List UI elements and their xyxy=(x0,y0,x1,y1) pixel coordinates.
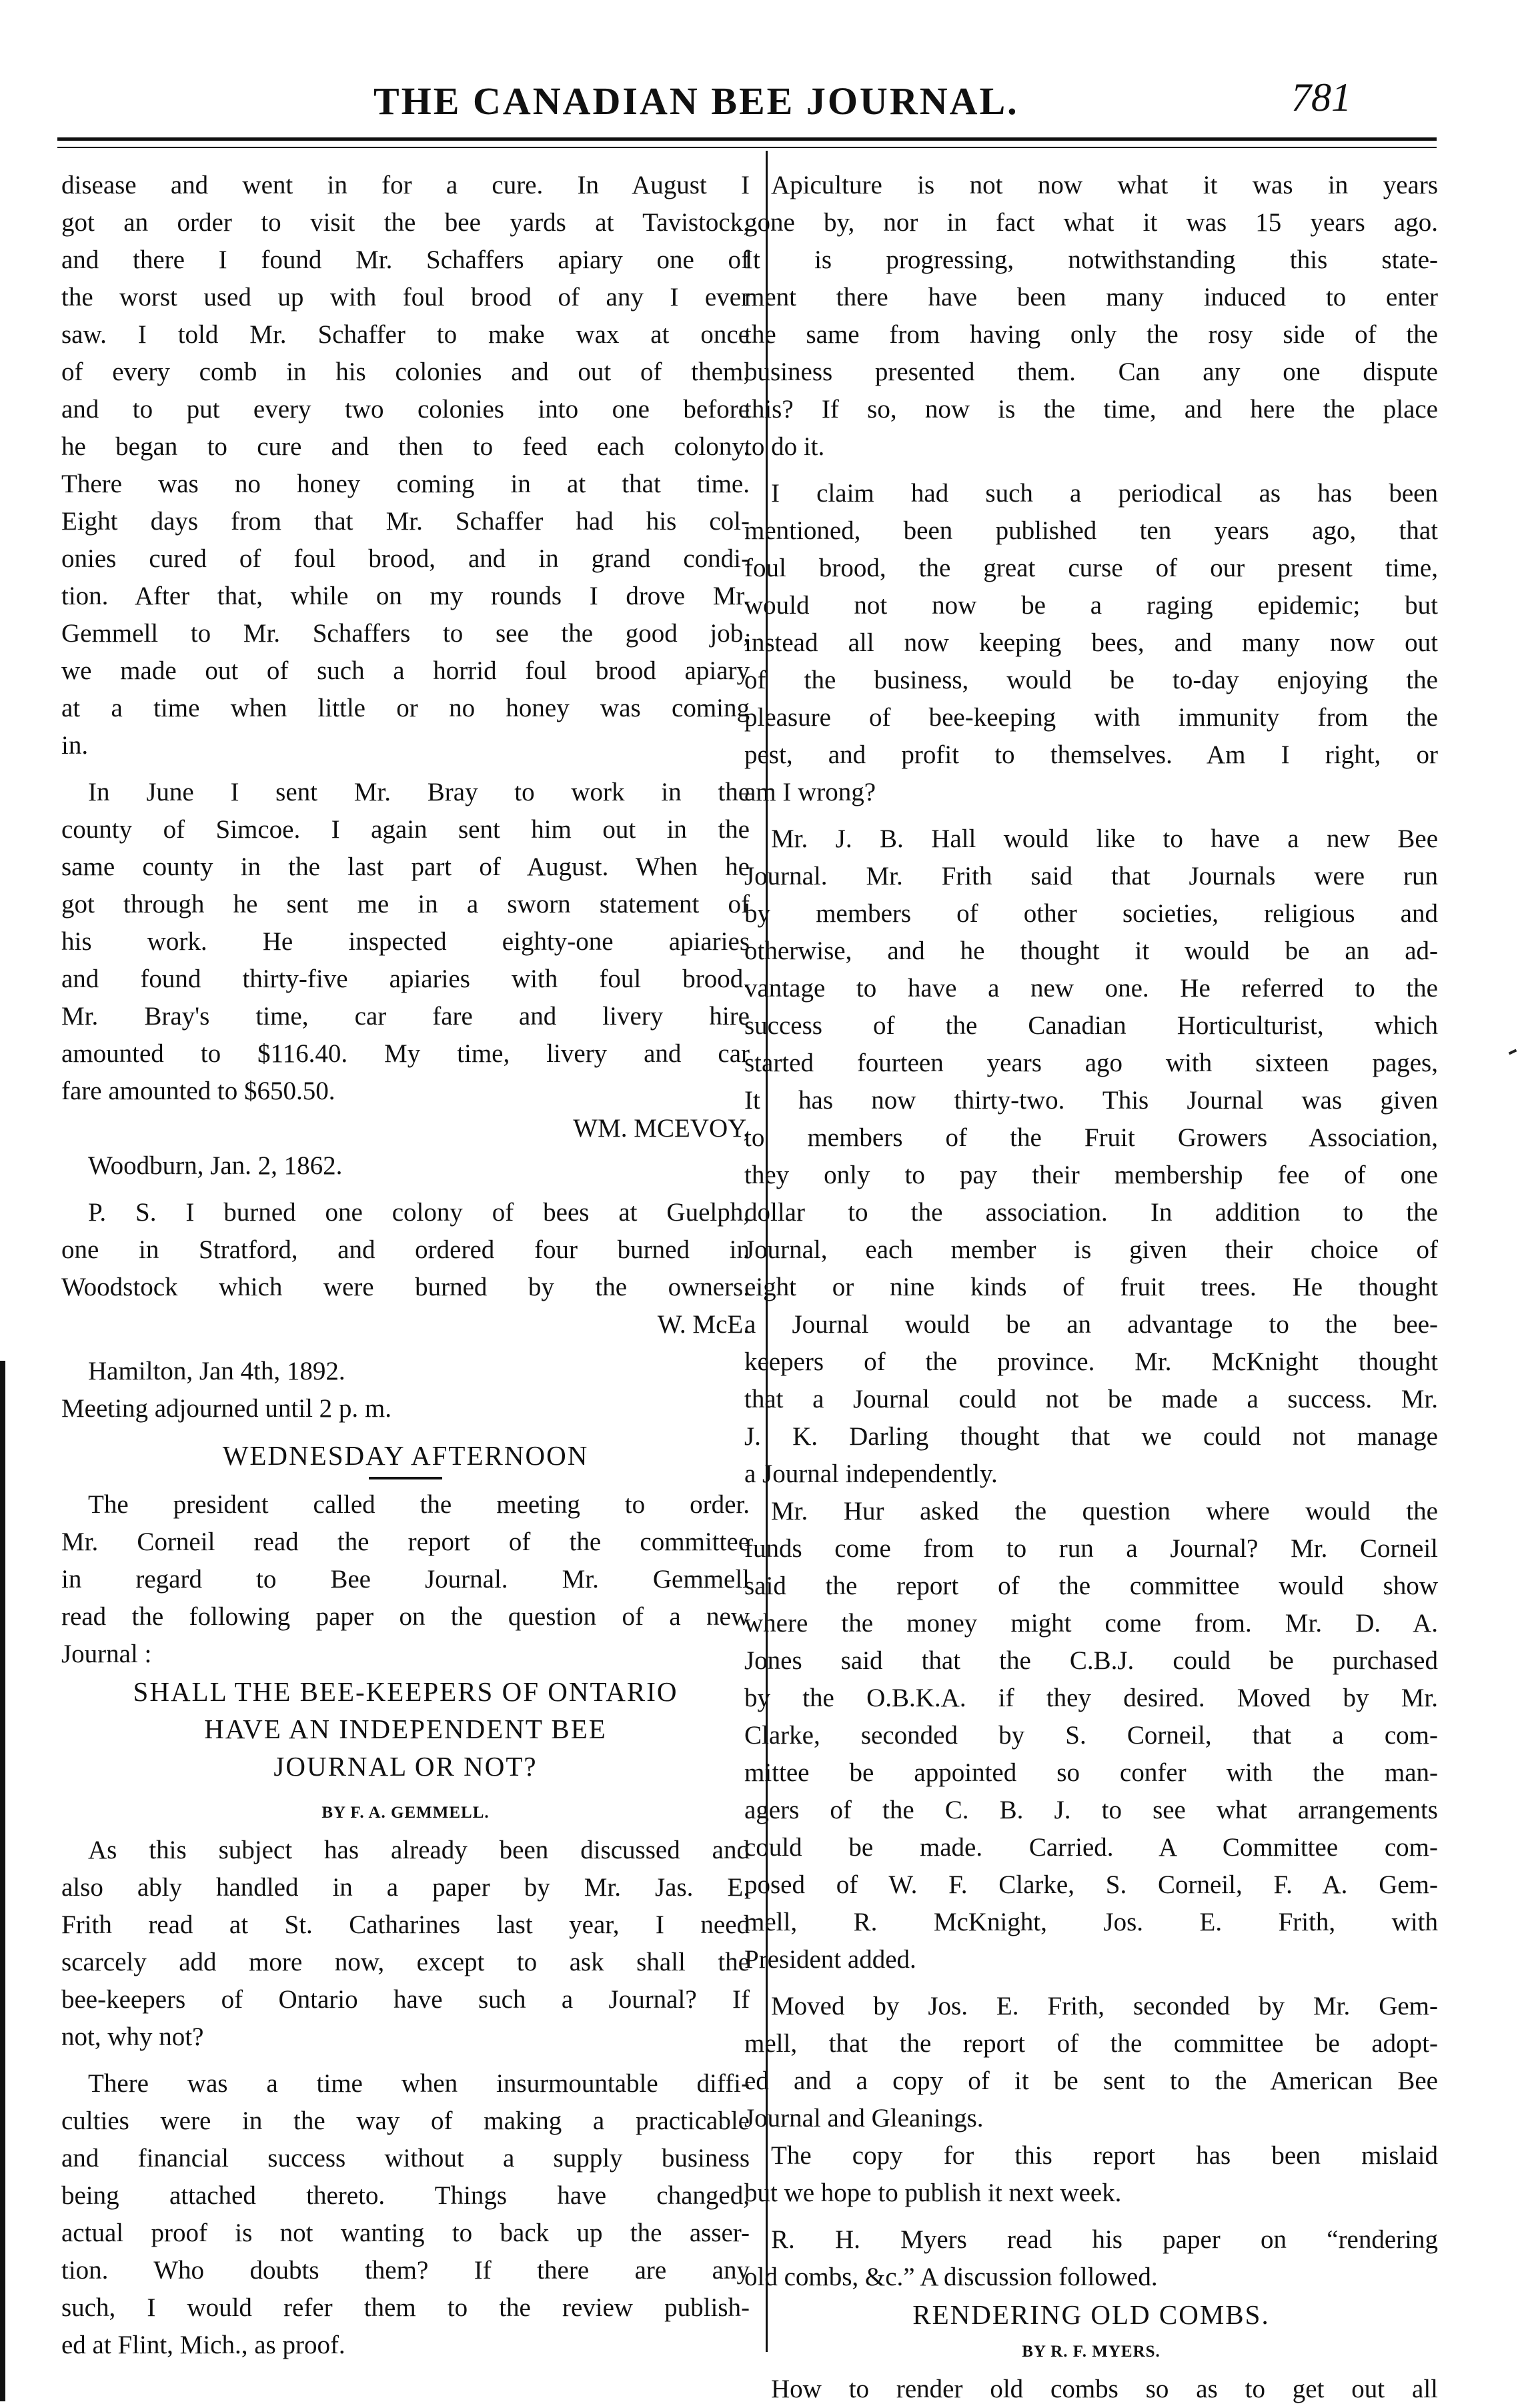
left-column-text-line: fare amounted to $650.50. xyxy=(61,1077,335,1105)
right-column-text-line: eight or nine kinds of fruit trees. He thought xyxy=(744,1273,1438,1301)
paragraph-gap xyxy=(61,2056,750,2065)
paragraph-gap xyxy=(61,764,750,774)
right-column-text-line: Clarke, seconded by S. Corneil, that a com- xyxy=(744,1721,1438,1750)
left-column-text-line: read the following paper on the question of a new xyxy=(61,1602,750,1631)
left-column-text-line: W. McE. xyxy=(657,1310,750,1339)
paragraph-gap xyxy=(61,1185,750,1194)
right-column-text-line: Moved by Jos. E. Frith, seconded by Mr. Gem- xyxy=(771,1992,1438,2020)
left-column-text-line: and found thirty-five apiaries with foul brood. xyxy=(61,965,750,993)
left-column-text-line: HAVE AN INDEPENDENT BEE xyxy=(204,1714,607,1744)
left-column-text-line: Mr. Bray's time, car fare and livery hire xyxy=(61,1002,750,1031)
left-column-text-line: Eight days from that Mr. Schaffer had his col- xyxy=(61,507,750,536)
left-column-text-line: saw. I told Mr. Schaffer to make wax at once xyxy=(61,320,750,349)
right-column-text-line: ed and a copy of it be sent to the American Bee xyxy=(744,2066,1438,2095)
left-column-text-line: got an order to visit the bee yards at Tavistock, xyxy=(61,208,750,237)
left-column-text-line: Mr. Corneil read the report of the committee xyxy=(61,1528,750,1556)
left-column-text-line: got through he sent me in a sworn statement of xyxy=(61,890,750,919)
right-column-text-line: a Journal would be an advantage to the bee- xyxy=(744,1310,1438,1339)
right-column-text-line: business presented them. Can any one dispute xyxy=(744,358,1438,386)
right-column-text-line: BY R. F. MYERS. xyxy=(1022,2343,1161,2361)
left-column-text-line: WEDNESDAY AFTERNOON xyxy=(222,1440,589,1471)
right-column-text-line: could be made. Carried. A Committee com- xyxy=(744,1833,1438,1862)
paragraph-gap xyxy=(744,811,1438,820)
right-column-text-line: President added. xyxy=(744,1945,916,1974)
right-column-text-line: vantage to have a new one. He referred to the xyxy=(744,974,1438,1003)
right-column-text-line: The copy for this report has been mislaid xyxy=(771,2141,1438,2170)
left-column-text-line: in. xyxy=(61,731,89,760)
right-column-text-line: Journal. Mr. Frith said that Journals were run xyxy=(744,862,1438,890)
left-column-text-line: also ably handled in a paper by Mr. Jas. E. xyxy=(61,1873,750,1902)
right-column-text-line: by the O.B.K.A. if they desired. Moved by Mr. xyxy=(744,1684,1438,1712)
left-column-text-line: bee-keepers of Ontario have such a Journal? If xyxy=(61,1985,750,2014)
left-column-text-line: As this subject has already been discussed and xyxy=(88,1836,750,1864)
left-column-text-line: same county in the last part of August. When he xyxy=(61,852,750,881)
paragraph-gap xyxy=(61,1343,750,1353)
right-column-text-line: started fourteen years ago with sixteen pages, xyxy=(744,1049,1438,1077)
left-column-text-line: in regard to Bee Journal. Mr. Gemmell xyxy=(61,1565,750,1594)
left-column xyxy=(61,167,750,2364)
left-column-text-line: There was a time when insurmountable diffi- xyxy=(88,2069,750,2098)
paragraph-gap xyxy=(744,1978,1438,1988)
left-column-text-line: county of Simcoe. I again sent him out in the xyxy=(61,815,750,844)
right-column-text-line: old combs, &c.” A discussion followed. xyxy=(744,2263,1158,2291)
right-column-text-line: said the report of the committee would show xyxy=(744,1572,1438,1600)
right-column-text-line: R. H. Myers read his paper on “rendering xyxy=(771,2225,1438,2254)
left-column-text-line: one in Stratford, and ordered four burned in xyxy=(61,1235,750,1264)
right-column-text-line: a Journal independently. xyxy=(744,1459,998,1488)
right-column-text-line: ment there have been many induced to enter xyxy=(744,283,1438,312)
print-speck xyxy=(1509,1049,1517,1055)
right-column-text-line: to do it. xyxy=(744,432,825,461)
right-column-text-line: by members of other societies, religious and xyxy=(744,899,1438,928)
right-column-text-line: where the money might come from. Mr. D. A. xyxy=(744,1609,1438,1638)
right-column-text-line: mell, that the report of the committee be adopt- xyxy=(744,2029,1438,2058)
right-column-text-line: Mr. J. B. Hall would like to have a new Bee xyxy=(771,824,1438,853)
right-column-text-line: of the business, would be to-day enjoying the xyxy=(744,666,1438,694)
right-column-text-line: instead all now keeping bees, and many now out xyxy=(744,628,1438,657)
left-column-text-line: not, why not? xyxy=(61,2022,204,2051)
left-column-text-line: Woodburn, Jan. 2, 1862. xyxy=(88,1151,343,1180)
right-column-text-line: pest, and profit to themselves. Am I right, or xyxy=(744,740,1438,769)
right-column-text-line: Apiculture is not now what it was in years xyxy=(771,171,1438,199)
right-column-text-line: posed of W. F. Clarke, S. Corneil, F. A. Gem- xyxy=(744,1870,1438,1899)
page-number: 781 xyxy=(1291,75,1351,119)
left-column-text-line: Hamilton, Jan 4th, 1892. xyxy=(88,1357,345,1385)
right-column-text-line: they only to pay their membership fee of one xyxy=(744,1161,1438,1189)
right-column-text-line: mentioned, been published ten years ago, that xyxy=(744,516,1438,545)
right-column-text-line: Journal and Gleanings. xyxy=(744,2104,984,2133)
right-column xyxy=(744,167,1438,2408)
left-column-text-line: and financial success without a supply business xyxy=(61,2144,750,2173)
left-column-text-line: BY F. A. GEMMELL. xyxy=(321,1804,490,1822)
left-column-text-line: and there I found Mr. Schaffers apiary one of xyxy=(61,245,750,274)
right-column-text-line: but we hope to publish it next week. xyxy=(744,2179,1122,2207)
left-column-text-line: Journal : xyxy=(61,1640,152,1668)
left-column-text-line: onies cured of foul brood, and in grand condi- xyxy=(61,544,750,573)
right-column-text-line: funds come from to run a Journal? Mr. Corneil xyxy=(744,1534,1438,1563)
left-column-text-line: being attached thereto. Things have changed, xyxy=(61,2181,750,2210)
left-column-text-line: such, I would refer them to the review publish- xyxy=(61,2293,750,2322)
right-column-text-line: It has now thirty-two. This Journal was given xyxy=(744,1086,1438,1115)
left-column-text-line: at a time when little or no honey was coming xyxy=(61,694,750,722)
paragraph-gap xyxy=(744,466,1438,475)
right-column-text-line: Jones said that the C.B.J. could be purchased xyxy=(744,1646,1438,1675)
right-column-text-line: RENDERING OLD COMBS. xyxy=(912,2299,1270,2330)
right-column-text-line: How to render old combs so as to get out all xyxy=(771,2375,1438,2403)
right-column-text-line: Journal, each member is given their choice of xyxy=(744,1235,1438,1264)
right-column-text-line: am I wrong? xyxy=(744,778,876,806)
right-column-text-line: otherwise, and he thought it would be an ad- xyxy=(744,937,1438,965)
paragraph-gap xyxy=(61,1427,750,1437)
left-column-text-line: JOURNAL OR NOT? xyxy=(273,1751,538,1782)
right-column-text-line: success of the Canadian Horticulturist, which xyxy=(744,1011,1438,1040)
left-column-text-line: he began to cure and then to feed each colony. xyxy=(61,432,750,461)
left-column-text-line: There was no honey coming in at that time. xyxy=(61,470,750,498)
left-column-text-line: Gemmell to Mr. Schaffers to see the good job, xyxy=(61,619,750,648)
right-column-text-line: It is progressing, notwithstanding this state- xyxy=(744,245,1438,274)
right-column-text-line: mell, R. McKnight, Jos. E. Frith, with xyxy=(744,1908,1438,1936)
left-column-text-line: scarcely add more now, except to ask shall the xyxy=(61,1948,750,1976)
right-column-text-line: gone by, nor in fact what it was 15 years ago. xyxy=(744,208,1438,237)
right-column-text-line: the same from having only the rosy side of the xyxy=(744,320,1438,349)
left-column-text-line: the worst used up with foul brood of any I ever xyxy=(61,283,750,312)
left-column-text-line: amounted to $116.40. My time, livery and car xyxy=(61,1039,750,1068)
right-column-text-line: agers of the C. B. J. to see what arrangements xyxy=(744,1796,1438,1824)
left-column-text-line: P. S. I burned one colony of bees at Guelph, xyxy=(88,1198,750,1227)
left-column-text-line: WM. MCEVOY, xyxy=(573,1114,750,1143)
left-column-text-line: The president called the meeting to order. xyxy=(88,1490,750,1519)
left-column-text-line: Meeting adjourned until 2 p. m. xyxy=(61,1394,392,1423)
header-rule-thin xyxy=(57,147,1437,148)
left-column-text-line: and to put every two colonies into one before xyxy=(61,395,750,424)
right-column-text-line: Mr. Hur asked the question where would the xyxy=(771,1497,1438,1526)
right-column-text-line: foul brood, the great curse of our present time, xyxy=(744,554,1438,582)
right-column-text-line: this? If so, now is the time, and here the place xyxy=(744,395,1438,424)
left-column-text-line: ed at Flint, Mich., as proof. xyxy=(61,2331,345,2359)
running-head-title: THE CANADIAN BEE JOURNAL. xyxy=(373,79,1019,123)
right-column-text-line: that a Journal could not be made a success. Mr. xyxy=(744,1385,1438,1413)
section-rule xyxy=(369,1477,442,1479)
paragraph-gap xyxy=(744,2212,1438,2221)
right-column-text-line: J. K. Darling thought that we could not manage xyxy=(744,1422,1438,1451)
left-column-text-line: disease and went in for a cure. In August I xyxy=(61,171,750,199)
left-column-text-line: SHALL THE BEE-KEEPERS OF ONTARIO xyxy=(133,1676,678,1707)
right-column-text-line: mittee be appointed so confer with the man- xyxy=(744,1758,1438,1787)
left-column-text-line: of every comb in his colonies and out of them, xyxy=(61,358,750,386)
right-column-text-line: to members of the Fruit Growers Association, xyxy=(744,1123,1438,1152)
right-column-text-line: would not now be a raging epidemic; but xyxy=(744,591,1438,620)
left-column-text-line: his work. He inspected eighty-one apiaries xyxy=(61,927,750,956)
left-column-text-line: tion. After that, while on my rounds I drove Mr. xyxy=(61,582,750,610)
left-column-text-line: Woodstock which were burned by the owners. xyxy=(61,1273,750,1301)
header-rule-thick xyxy=(57,137,1437,141)
page-edge-shadow xyxy=(0,1361,5,2401)
left-column-text-line: culties were in the way of making a practicable xyxy=(61,2106,750,2135)
paragraph-gap xyxy=(61,1785,750,1794)
left-column-text-line: Frith read at St. Catharines last year, I need xyxy=(61,1910,750,1939)
right-column-text-line: pleasure of bee-keeping with immunity from the xyxy=(744,703,1438,732)
right-column-text-line: I claim had such a periodical as has been xyxy=(771,479,1438,508)
left-column-text-line: In June I sent Mr. Bray to work in the xyxy=(88,778,750,806)
left-column-text-line: actual proof is not wanting to back up the asser- xyxy=(61,2219,750,2247)
left-column-text-line: we made out of such a horrid foul brood apiary xyxy=(61,656,750,685)
left-column-text-line: tion. Who doubts them? If there are any xyxy=(61,2256,750,2285)
right-column-text-line: dollar to the association. In addition to the xyxy=(744,1198,1438,1227)
right-column-text-line: keepers of the province. Mr. McKnight thought xyxy=(744,1347,1438,1376)
